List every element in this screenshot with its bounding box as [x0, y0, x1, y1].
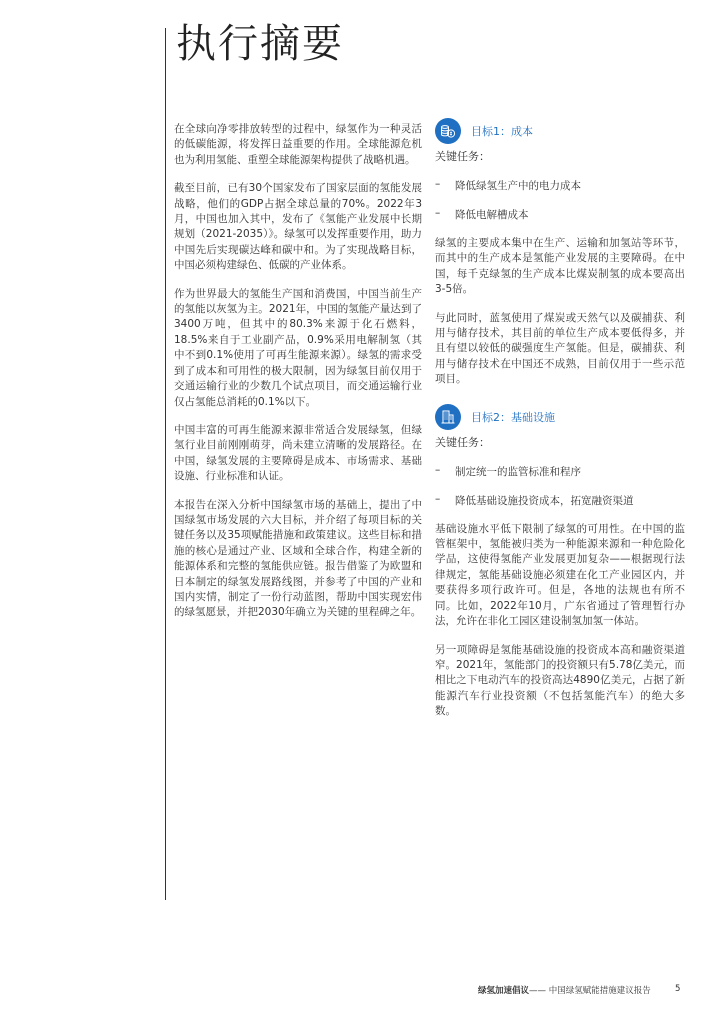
tasks-label: 关键任务： — [435, 150, 490, 163]
footer-report-subtitle: —— 中国绿氢赋能措施建议报告 — [529, 986, 651, 996]
coins-icon — [435, 118, 461, 144]
task-item: – 制定统一的监管标准和程序 — [435, 463, 581, 478]
paragraph: 另一项障碍是氢能基础设施的投资成本高和融资渠道窄。2021年，氢能部门的投资额只有5.78亿美元，而相比之下电动汽车的投资高达4890亿美元，占据了新能源汽车行业投资额（不包括氢能汽车）的绝大多数。 — [435, 643, 685, 718]
page-number: 5 — [675, 984, 681, 994]
paragraph: 在全球向净零排放转型的过程中，绿氢作为一种灵活的低碳能源，将发挥日益重要的作用。全球能源危机也为利用氢能、重塑全球能源架构提供了战略机遇。 — [174, 123, 422, 166]
page-title: 执行摘要 — [176, 21, 344, 67]
left-column — [174, 122, 422, 634]
goal-1-title: 目标1：成本 — [471, 125, 533, 138]
paragraph: 作为世界最大的氢能生产国和消费国，中国当前生产的氢能以灰氢为主。2021年，中国的氢能产量达到了3400万吨，但其中的80.3%来源于化石燃料，18.5%来自于工业副产品，0.9%采用电解制氢（其中不到0.1%使用了可再生能源来源）。绿氢的需求受到了成本和可用性的极大限制，因为绿氢目前仅用于交通运输行业的少数几个试点项目，而交通运输行业仅占氢能总消耗的0.1%以下。 — [174, 287, 422, 408]
task-item: – 降低电解槽成本 — [435, 207, 529, 221]
task-text: 制定统一的监管标准和程序 — [455, 465, 581, 478]
task-text: 降低绿氢生产中的电力成本 — [455, 180, 581, 192]
task-item: – 降低绿氢生产中的电力成本 — [435, 178, 581, 192]
footer-report-name: 绿氢加速倡议 — [478, 986, 530, 996]
paragraph: 与此同时，蓝氢使用了煤炭或天然气以及碳捕获、利用与储存技术，其目前的单位生产成本要低得多，并且有望以较低的碳强度生产氢能。但是，碳捕获、利用与储存技术在中国还不成熟，目前仅用于一些示范项目。 — [435, 311, 685, 386]
goal-2-header — [435, 404, 685, 430]
goal-1-header — [435, 118, 685, 144]
right-column — [435, 118, 685, 733]
goal-2-title: 目标2：基础设施 — [471, 410, 555, 424]
tasks-label: 关键任务： — [435, 435, 490, 449]
paragraph: 绿氢的主要成本集中在生产、运输和加氢站等环节，而其中的生产成本是氢能产业发展的主要障碍。在中国，每千克绿氢的生产成本比煤炭制氢的成本要高出3-5倍。 — [435, 237, 685, 296]
building-icon — [435, 404, 461, 430]
vertical-rule — [165, 28, 166, 900]
paragraph: 本报告在深入分析中国绿氢市场的基础上，提出了中国绿氢市场发展的六大目标，并介绍了每项目标的关键任务以及35项赋能措施和政策建议。这些目标和措施的核心是通过产业、区域和全球合作，构建全新的能源体系和完整的氢能供应链。报告借鉴了为欧盟和日本制定的绿氢发展路线图，并参考了中国的产业和国内实情，制定了一份行动蓝图，帮助中国实现宏伟的绿氢愿景，并把2030年确立为关键的里程碑之年。 — [174, 498, 422, 619]
paragraph: 截至目前，已有30个国家发布了国家层面的氢能发展战略，他们的GDP占据全球总量的70%。2022年3月，中国也加入其中，发布了《氢能产业发展中长期规划（2021-2035）》。绿氢可以发挥重要作用，助力中国先后实现碳达峰和碳中和。为了实现战略目标，中国必须构建绿色、低碳的产业体系。 — [174, 182, 422, 272]
paragraph: 基础设施水平低下限制了绿氢的可用性。在中国的监管框架中，氢能被归类为一种能源来源和一种危险化学品，这使得氢能产业发展更加复杂——根据现行法律规定，氢能基础设施必须建在化工产业园区内，并要获得多项行政许可。但是，各地的法规也有所不同。比如，2022年10月，广东省通过了管理暂行办法，允许在非化工园区建设制氢加氢一体站。 — [435, 522, 685, 628]
task-text: 降低基础设施投资成本，拓宽融资渠道 — [455, 494, 634, 507]
paragraph: 中国丰富的可再生能源来源非常适合发展绿氢，但绿氢行业目前刚刚萌芽，尚未建立清晰的发展路径。在中国，绿氢发展的主要障碍是成本、市场需求、基础设施、行业标准和认证。 — [174, 423, 422, 483]
task-item: – 降低基础设施投资成本，拓宽融资渠道 — [435, 492, 634, 507]
page-footer — [478, 984, 681, 996]
task-text: 降低电解槽成本 — [455, 209, 529, 221]
